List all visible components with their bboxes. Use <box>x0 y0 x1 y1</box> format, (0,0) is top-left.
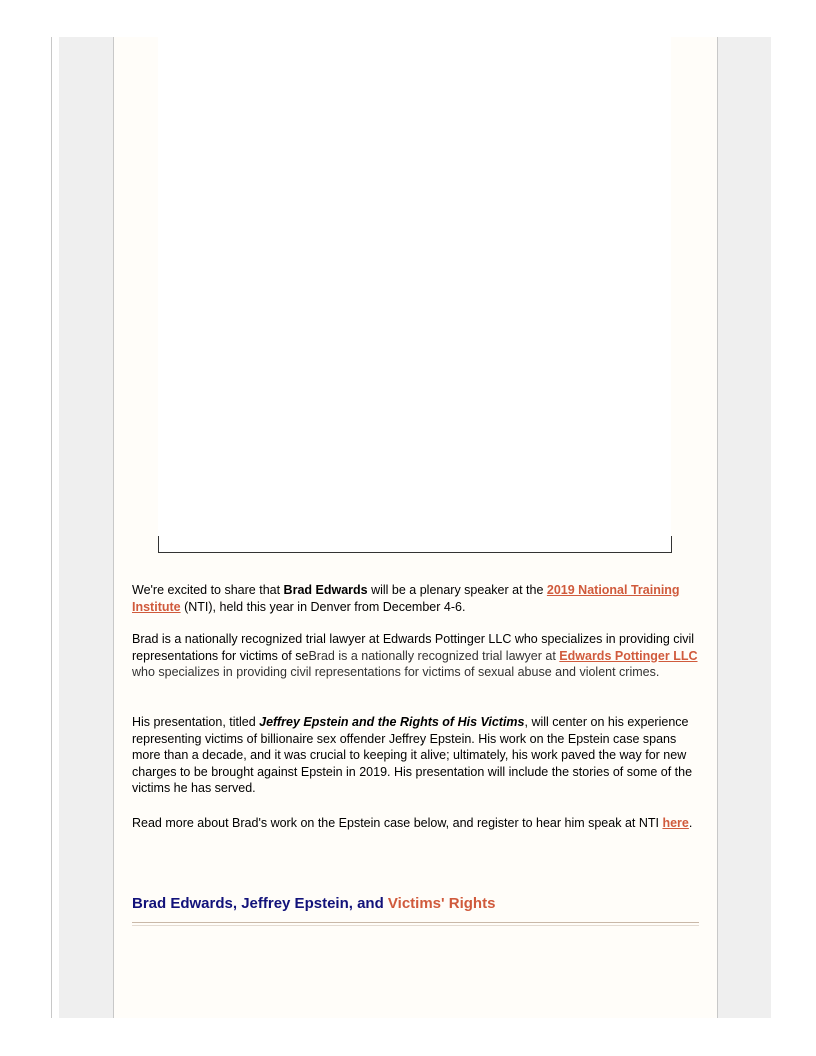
register-here-link[interactable]: here <box>662 816 689 830</box>
section-heading <box>132 895 698 913</box>
intro-text-middle: will be a plenary speaker at the <box>367 583 547 597</box>
presentation-text-after: , will center on his experience representing victims of billionaire sex offender Jeffrey Epstein. His work on the Epstein case spans more than a decade, and it was crucial to keeping it alive; ultimately, his work paved the way for new charges to be brought against Epstein in 2019. His presentation will include the stories of some of the victims he has served. <box>132 715 693 795</box>
left-gutter <box>59 37 113 1018</box>
presentation-text-before: His presentation, titled <box>132 715 260 729</box>
register-text-after: . <box>688 816 693 830</box>
featured-image-placeholder <box>158 37 671 553</box>
register-paragraph <box>132 815 698 832</box>
image-frame-border <box>158 536 672 553</box>
bio-text-part1: Brad is a nationally recognized trial lawyer at Edwards Pottinger LLC who specializes in providing civil representations for victims of se <box>132 632 695 663</box>
right-gutter <box>717 37 771 1018</box>
presentation-paragraph <box>132 714 698 797</box>
section-divider <box>132 922 699 926</box>
section-heading-part1: Brad Edwards, Jeffrey Epstein, and <box>132 895 388 912</box>
intro-text-before: We're excited to share that <box>132 583 284 597</box>
edwards-pottinger-link[interactable]: Edwards Pottinger LLC <box>559 648 698 663</box>
intro-paragraph <box>132 582 698 615</box>
register-text-before: Read more about Brad's work on the Epstein case below, and register to hear him speak at NTI <box>132 816 663 830</box>
outer-left-rule <box>51 37 52 1018</box>
section-heading-part2: Victims' Rights <box>387 895 496 912</box>
bio-text-part2: Brad is a nationally recognized trial lawyer at <box>308 648 560 663</box>
bio-paragraph <box>132 631 698 681</box>
presentation-title: Jeffrey Epstein and the Rights of His Victims <box>259 715 525 729</box>
nti-link[interactable]: 2019 National Training Institute <box>132 583 680 614</box>
intro-text-after: (NTI), held this year in Denver from December 4-6. <box>180 599 466 614</box>
speaker-name: Brad Edwards <box>283 583 368 597</box>
bio-text-part3: who specializes in providing civil representations for victims of sexual abuse and violent crimes. <box>132 665 660 679</box>
